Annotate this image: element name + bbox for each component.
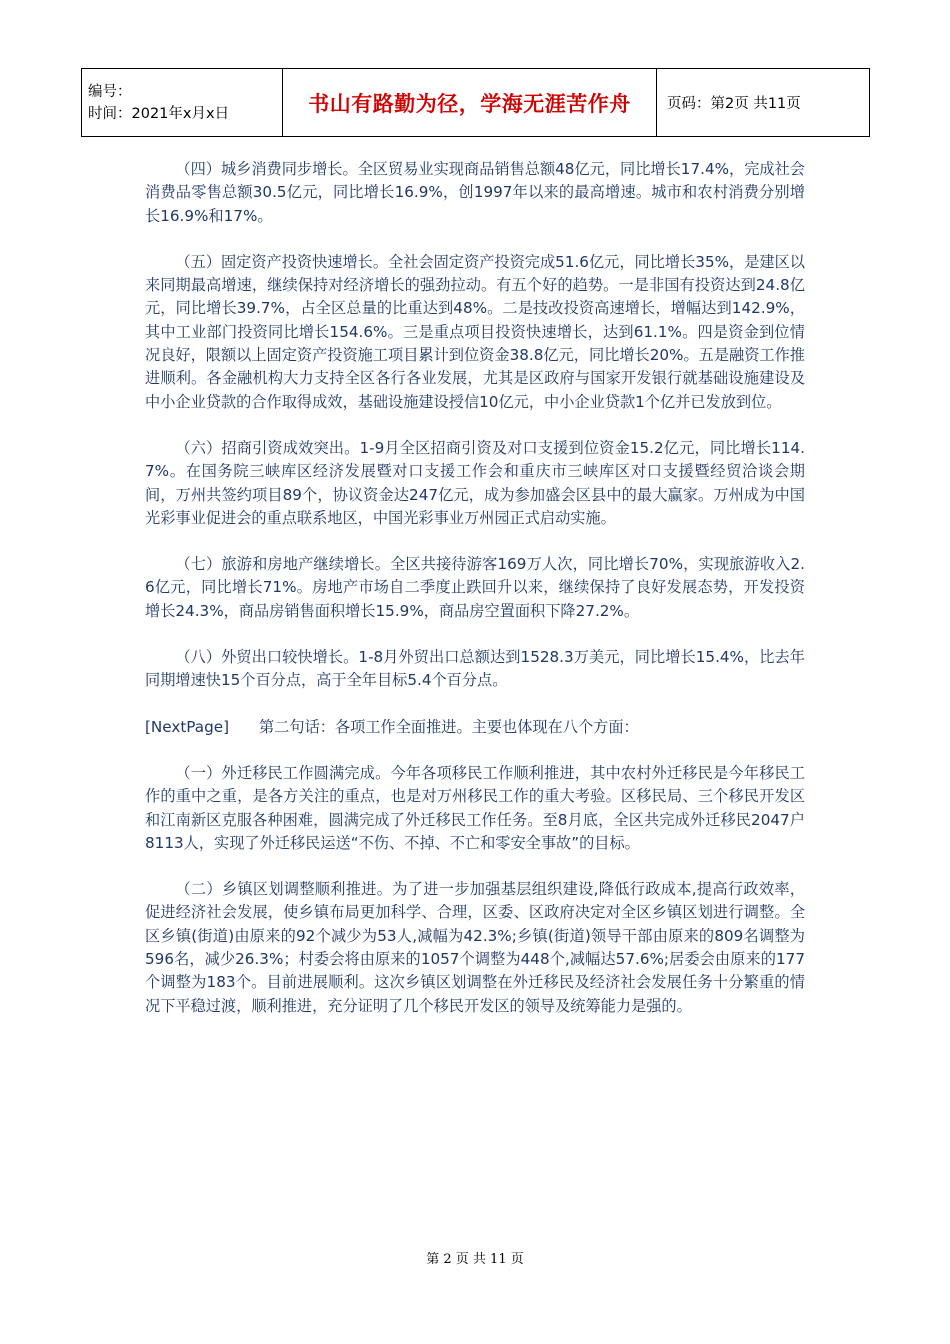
paragraph-tourism-realestate: （七）旅游和房地产继续增长。全区共接待游客169万人次，同比增长70%，实现旅游收入2.6亿元，同比增长71%。房地产市场自二季度止跌回升以来，继续保持了良好发展态势，开发投资增长24.3%，商品房销售面积增长15.9%，商品房空置面积下降27.2%。 — [145, 555, 805, 620]
header-table — [81, 68, 870, 137]
paragraph-fixed-investment: （五）固定资产投资快速增长。全社会固定资产投资完成51.6亿元，同比增长35%，是建区以来同期最高增速，继续保持对经济增长的强劲拉动。有五个好的趋势。一是非国有投资达到24.8亿元，同比增长39.7%，占全区总量的比重达到48%。二是技改投资高速增长，增幅达到142.9%，其中工业部门投资同比增长154.6%。三是重点项目投资快速增长，达到61.1%。四是资金到位情况良好，限额以上固定资产投资施工项目累计到位资金38.8亿元，同比增长20%。五是融资工作推进顺利。各金融机构大力支持全区各行各业发展，尤其是区政府与国家开发银行就基础设施建设及中小企业贷款的合作取得成效，基础设施建设授信10亿元，中小企业贷款1个亿并已发放到位。 — [145, 252, 805, 411]
header-meta-cell — [82, 69, 283, 137]
paragraph-investment-attraction: （六）招商引资成效突出。1-9月全区招商引资及对口支援到位资金15.2亿元，同比增长114.7%。在国务院三峡库区经济发展暨对口支援工作会和重庆市三峡库区对口支援暨经贸洽谈会期间，万州共签约项目89个，协议资金达247亿元，成为参加盛会区县中的最大赢家。万州成为中国光彩事业促进会的重点联系地区，中国光彩事业万州园正式启动实施。 — [145, 438, 805, 527]
paragraph-foreign-trade: （八）外贸出口较快增长。1-8月外贸出口总额达到1528.3万美元，同比增长15.4%，比去年同期增速快15个百分点，高于全年目标5.4个百分点。 — [145, 648, 805, 690]
nextpage-marker: [NextPage] — [145, 717, 229, 736]
nextpage-line — [145, 716, 805, 739]
document-time-label: 时间：2021年x月x日 — [88, 105, 230, 122]
header-page-number: 页码：第2页 共11页 — [657, 69, 870, 137]
paragraph-consumption: （四）城乡消费同步增长。全区贸易业实现商品销售总额48亿元，同比增长17.4%，完成社会消费品零售总额30.5亿元，同比增长16.9%，创1997年以来的最高增速。城市和农村消费分别增长16.9%和17%。 — [145, 160, 805, 225]
paragraph-township-adjustment: （二）乡镇区划调整顺利推进。为了进一步加强基层组织建设,降低行政成本,提高行政效率，促进经济社会发展，使乡镇布局更加科学、合理，区委、区政府决定对全区乡镇区划进行调整。全区乡镇(街道)由原来的92个减少为53人,减幅为42.3%;乡镇(街道)领导干部由原来的809名调整为596名，减少26.3%；村委会将由原来的1057个调整为448个,减幅达57.6%;居委会由原来的177个调整为183个。目前进展顺利。这次乡镇区划调整在外迁移民及经济社会发展任务十分繁重的情况下平稳过渡，顺利推进，充分证明了几个移民开发区的领导及统筹能力是强的。 — [145, 880, 805, 1015]
header-motto: 书山有路勤为径，学海无涯苦作舟 — [283, 69, 657, 137]
document-number-label: 编号： — [88, 83, 132, 100]
page-footer: 第 2 页 共 11 页 — [426, 1252, 524, 1267]
nextpage-intro: 第二句话：各项工作全面推进。主要也体现在八个方面： — [259, 717, 639, 736]
document-body — [145, 158, 805, 1041]
paragraph-migration: （一）外迁移民工作圆满完成。今年各项移民工作顺利推进，其中农村外迁移民是今年移民工作的重中之重，是各方关注的重点，也是对万州移民工作的重大考验。区移民局、三个移民开发区和江南新区克服各种困难，圆满完成了外迁移民工作任务。至8月底，全区共完成外迁移民2047户8113人，实现了外迁移民运送“不伤、不掉、不亡和零安全事故”的目标。 — [145, 763, 805, 852]
